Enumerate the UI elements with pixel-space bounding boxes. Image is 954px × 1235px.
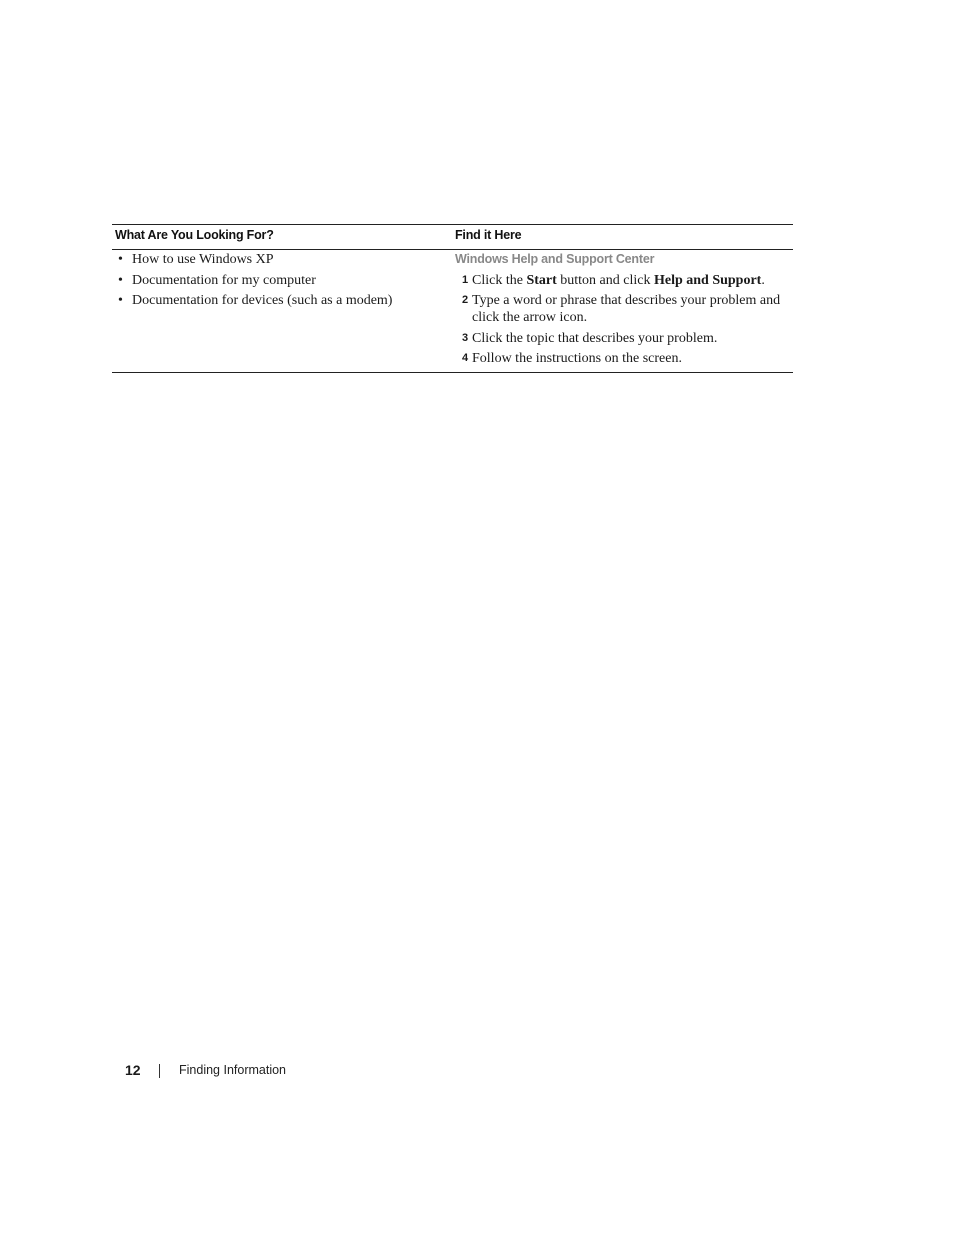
step-number: 4 [462, 352, 469, 364]
header-looking-for: What Are You Looking For? [115, 228, 274, 242]
start-label: Start [526, 272, 557, 288]
step-4 [455, 350, 790, 367]
step-text: Follow the instructions on the screen. [472, 351, 682, 366]
table-header-row [112, 225, 793, 249]
list-item [118, 292, 448, 309]
step-number: 2 [462, 294, 469, 306]
list-item [118, 272, 448, 289]
step-text: Type a word or phrase that describes your problem and [472, 293, 781, 308]
help-center-title: Windows Help and Support Center [455, 252, 655, 266]
info-table [112, 224, 793, 373]
step-number: 1 [462, 273, 469, 286]
step-text: Click the topic that describes your problem. [472, 330, 718, 346]
step-text: click the arrow icon. [472, 310, 588, 325]
step-number: 3 [462, 331, 469, 344]
bullet-icon: • [118, 293, 123, 308]
page-number: 12 [125, 1062, 141, 1078]
step-3 [455, 330, 790, 347]
header-find-it-here: Find it Here [455, 228, 522, 242]
step-text: . [761, 272, 765, 288]
looking-for-list [118, 251, 448, 313]
step-2 [455, 292, 790, 326]
table-row [112, 250, 793, 372]
list-item [118, 251, 448, 268]
find-it-here-cell [455, 251, 790, 371]
help-and-support-label: Help and Support [653, 272, 762, 288]
footer-divider [159, 1064, 160, 1078]
step-text: button and click [556, 272, 654, 288]
step-1 [455, 272, 790, 289]
list-item-text: Documentation for devices (such as a modem) [132, 293, 393, 308]
bullet-icon: • [118, 272, 123, 288]
list-item-text: Documentation for my computer [132, 272, 316, 288]
list-item-text: How to use Windows XP [132, 252, 274, 267]
footer-section-title: Finding Information [179, 1063, 287, 1077]
bullet-icon: • [118, 252, 123, 267]
table-bottom-rule [112, 372, 793, 373]
step-text: Click the [472, 272, 527, 288]
